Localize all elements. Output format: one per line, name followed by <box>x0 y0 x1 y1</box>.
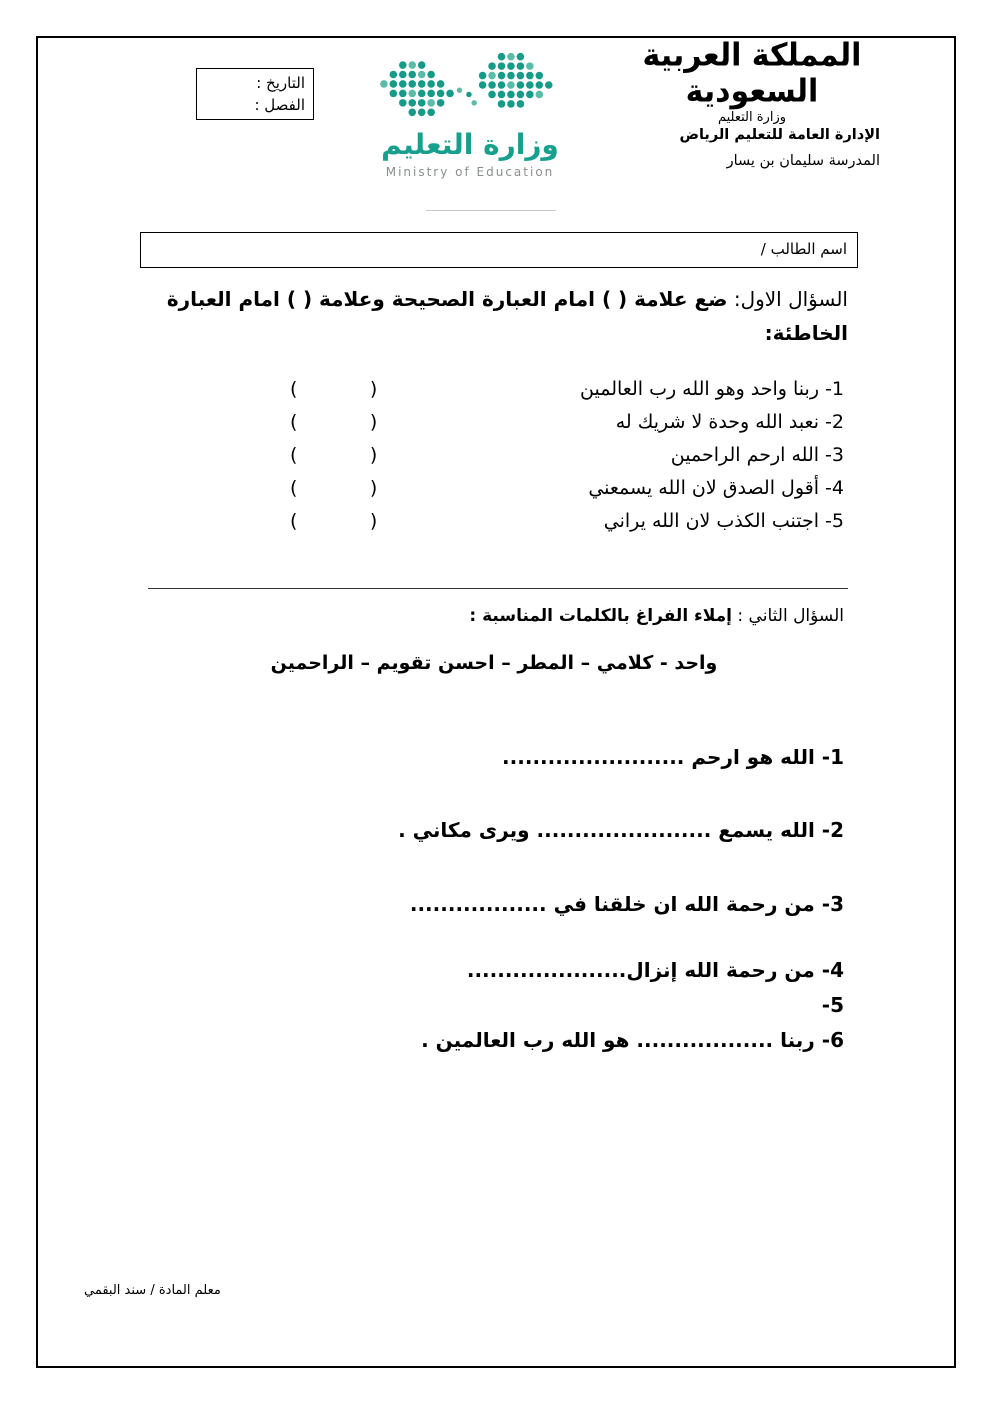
q2-item-3-text: 3- من رحمة الله ان خلقنا في .................. <box>409 892 844 916</box>
q1-item-2-answer-parens: ( ) <box>290 411 378 433</box>
section-separator-line <box>148 588 848 589</box>
q2-item-1-text: 1- الله هو ارحم ........................ <box>502 745 844 769</box>
logo-subtitle-en: Ministry of Education <box>385 165 555 179</box>
ministry-name: وزارة التعليم <box>717 110 787 125</box>
q2-item-2-text: 2- الله يسمع ....................... ويرى مكاني . <box>398 818 844 842</box>
logo-divider <box>426 210 556 211</box>
q1-item-2-text: 2- نعبد الله وحدة لا شريك له <box>615 411 844 433</box>
question-1-instruction: ضع علامة ( ) امام العبارة الصحيحة وعلامة ( ) امام العبارة الخاطئة: <box>166 287 848 345</box>
school-header <box>600 122 880 174</box>
question-2-instruction: إملاء الفراغ بالكلمات المناسبة : <box>469 606 733 626</box>
q2-item-4-text: 4- من رحمة الله إنزال..................... <box>466 958 844 982</box>
student-name-box <box>140 232 858 268</box>
class-label: الفصل : <box>254 96 305 114</box>
q1-item-5-text: 5- اجتنب الكذب لان الله يراني <box>603 510 844 532</box>
q1-item-5-answer-parens: ( ) <box>290 510 378 532</box>
question-1-title <box>140 282 848 350</box>
q1-item-4-answer-parens: ( ) <box>290 477 378 499</box>
school-name-line: المدرسة سليمان بن يسار <box>726 153 880 169</box>
q1-item-3-answer-parens: ( ) <box>290 444 378 466</box>
date-class-box <box>196 68 314 120</box>
ministry-logo <box>348 48 592 179</box>
q1-item-4-text: 4- أقول الصدق لان الله يسمعني <box>588 477 844 499</box>
q1-item-1-answer-parens: ( ) <box>290 378 378 400</box>
q2-item-5-text: 5- <box>821 993 844 1017</box>
q2-item-6-text: 6- ربنا .................. هو الله رب العالمين . <box>421 1028 844 1052</box>
question-2-label: السؤال الثاني : <box>737 606 844 626</box>
q1-item-3-text: 3- الله ارحم الراحمين <box>670 444 844 466</box>
ministry-logo-dots-icon <box>365 48 575 122</box>
q1-item-1-text: 1- ربنا واحد وهو الله رب العالمين <box>580 378 844 400</box>
question-1-label: السؤال الاول: <box>733 287 848 311</box>
kingdom-emblem-calligraphy: المملكة العربية السعودية <box>642 37 862 110</box>
government-header <box>612 37 892 125</box>
date-label: التاريخ : <box>256 74 305 92</box>
education-administration-line: الإدارة العامة للتعليم الرياض <box>679 127 880 143</box>
word-bank: واحد - كلامي – المطر – احسن تقويم – الراحمين <box>270 652 718 674</box>
logo-wordmark: وزارة التعليم <box>381 128 559 161</box>
question-2-title <box>144 602 844 630</box>
teacher-signature-line: معلم المادة / سند البقمي <box>84 1283 221 1298</box>
student-name-label: اسم الطالب / <box>760 240 847 258</box>
